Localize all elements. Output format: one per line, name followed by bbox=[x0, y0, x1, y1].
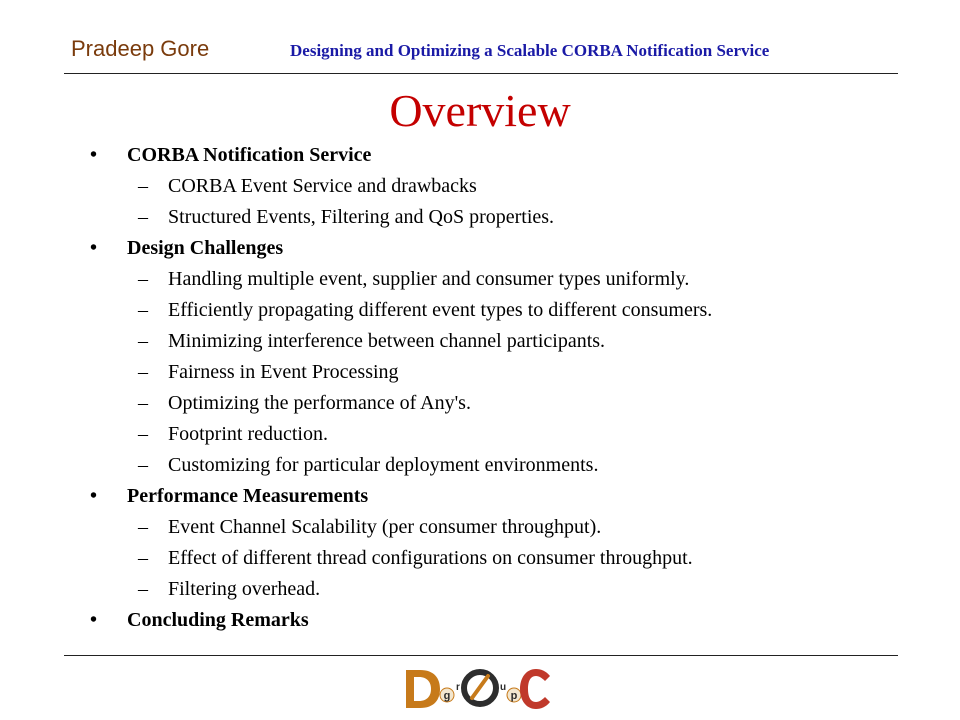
svg-text:u: u bbox=[499, 682, 507, 693]
outline-subitem-label: Structured Events, Filtering and QoS properties. bbox=[168, 206, 555, 228]
dash-icon: – bbox=[138, 392, 148, 414]
dash-icon: – bbox=[138, 330, 148, 352]
outline-subitem-label: Customizing for particular deployment environments. bbox=[168, 454, 599, 476]
outline-item bbox=[90, 140, 910, 171]
bullet-icon: • bbox=[90, 609, 98, 631]
header-divider bbox=[64, 73, 898, 74]
outline-item bbox=[90, 233, 910, 264]
outline-subitem bbox=[90, 264, 910, 295]
outline-list bbox=[90, 140, 910, 636]
dash-icon: – bbox=[138, 547, 148, 569]
outline-subitem bbox=[90, 202, 910, 233]
slide-title: Overview bbox=[389, 85, 571, 136]
outline-item-label: Concluding Remarks bbox=[127, 609, 309, 631]
outline-subitem-label: CORBA Event Service and drawbacks bbox=[168, 175, 477, 197]
outline-subitem bbox=[90, 171, 910, 202]
dash-icon: – bbox=[138, 454, 148, 476]
footer-logo bbox=[0, 660, 960, 720]
dash-icon: – bbox=[138, 516, 148, 538]
author-name: Pradeep Gore bbox=[71, 36, 210, 61]
outline-subitem bbox=[90, 512, 910, 543]
outline-subitem-label: Optimizing the performance of Any's. bbox=[168, 392, 471, 414]
svg-text:p: p bbox=[510, 690, 518, 702]
outline-subitem-label: Filtering overhead. bbox=[168, 578, 321, 600]
outline-subitem-label: Handling multiple event, supplier and consumer types uniformly. bbox=[168, 268, 690, 290]
dash-icon: – bbox=[138, 206, 148, 228]
outline-subitem bbox=[90, 543, 910, 574]
outline-subitem-label: Efficiently propagating different event types to different consumers. bbox=[168, 299, 713, 321]
svg-text:r: r bbox=[456, 682, 460, 693]
outline-subitem-label: Footprint reduction. bbox=[168, 423, 328, 445]
svg-text:g: g bbox=[443, 690, 451, 702]
outline-subitem bbox=[90, 326, 910, 357]
dash-icon: – bbox=[138, 578, 148, 600]
outline-item-label: CORBA Notification Service bbox=[127, 144, 372, 166]
outline-item-label: Performance Measurements bbox=[127, 485, 369, 507]
outline-subitem-label: Minimizing interference between channel participants. bbox=[168, 330, 606, 352]
outline-subitem-label: Fairness in Event Processing bbox=[168, 361, 399, 383]
outline-subitem bbox=[90, 388, 910, 419]
dash-icon: – bbox=[138, 423, 148, 445]
outline-item-label: Design Challenges bbox=[127, 237, 284, 259]
bullet-icon: • bbox=[90, 144, 98, 166]
footer-divider bbox=[64, 655, 898, 656]
outline-subitem bbox=[90, 295, 910, 326]
dash-icon: – bbox=[138, 175, 148, 197]
outline-subitem bbox=[90, 357, 910, 388]
outline-item bbox=[90, 481, 910, 512]
bullet-icon: • bbox=[90, 237, 98, 259]
outline-subitem-label: Event Channel Scalability (per consumer throughput). bbox=[168, 516, 602, 538]
outline-subitem-label: Effect of different thread configurations on consumer throughput. bbox=[168, 547, 693, 569]
outline-subitem bbox=[90, 419, 910, 450]
dash-icon: – bbox=[138, 361, 148, 383]
outline-subitem bbox=[90, 574, 910, 605]
outline-subitem bbox=[90, 450, 910, 481]
presentation-title: Designing and Optimizing a Scalable CORBA Notification Service bbox=[290, 41, 770, 60]
outline-item bbox=[90, 605, 910, 636]
dash-icon: – bbox=[138, 299, 148, 321]
dash-icon: – bbox=[138, 268, 148, 290]
bullet-icon: • bbox=[90, 485, 98, 507]
doc-group-logo-icon bbox=[400, 662, 560, 714]
